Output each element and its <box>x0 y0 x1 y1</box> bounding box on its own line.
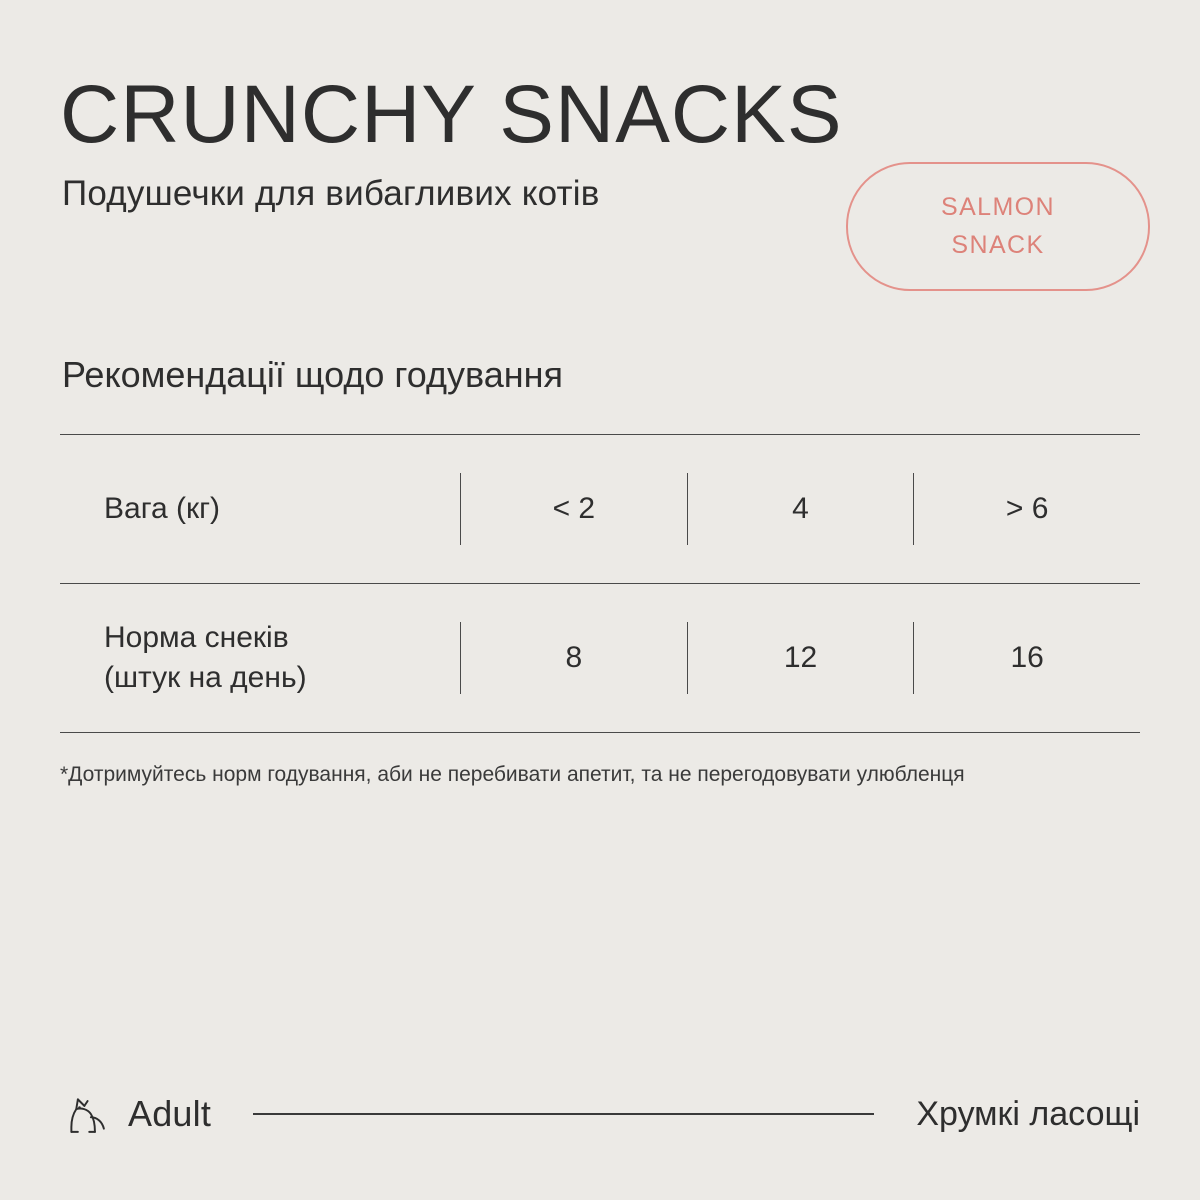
table-row <box>60 584 1140 733</box>
portion-value-1: 8 <box>460 622 687 694</box>
page-title: CRUNCHY SNACKS <box>60 69 843 160</box>
page-subtitle: Подушечки для вибагливих котів <box>62 174 600 213</box>
footer <box>60 1088 1140 1140</box>
row-label-portion-line1: Норма снеків <box>104 620 289 654</box>
row-label-portion <box>60 618 460 699</box>
table-row <box>60 435 1140 584</box>
row-label-portion-line2: (штук на день) <box>104 661 307 694</box>
weight-value-2: 4 <box>687 473 914 545</box>
feeding-note: *Дотримуйтесь норм годування, аби не перебивати апетит, та не перегодовувати улюбленця <box>60 763 965 786</box>
age-label: Adult <box>128 1093 212 1134</box>
footer-tagline: Хрумкі ласощі <box>916 1094 1140 1133</box>
feeding-table <box>60 434 1140 733</box>
weight-value-1: < 2 <box>460 473 687 545</box>
portion-value-2: 12 <box>687 622 914 694</box>
weight-value-3: > 6 <box>913 473 1140 545</box>
row-label-weight: Вага (кг) <box>104 491 221 525</box>
feeding-section-title: Рекомендації щодо годування <box>62 354 563 395</box>
portion-value-3: 16 <box>913 622 1140 694</box>
badge-line-2: SNACK <box>951 230 1045 259</box>
feeding-section <box>60 354 1140 791</box>
footer-divider <box>253 1113 874 1115</box>
badge-line-1: SALMON <box>941 193 1055 221</box>
status-badge <box>846 162 1150 291</box>
header <box>60 69 1140 259</box>
cat-icon <box>60 1088 112 1140</box>
